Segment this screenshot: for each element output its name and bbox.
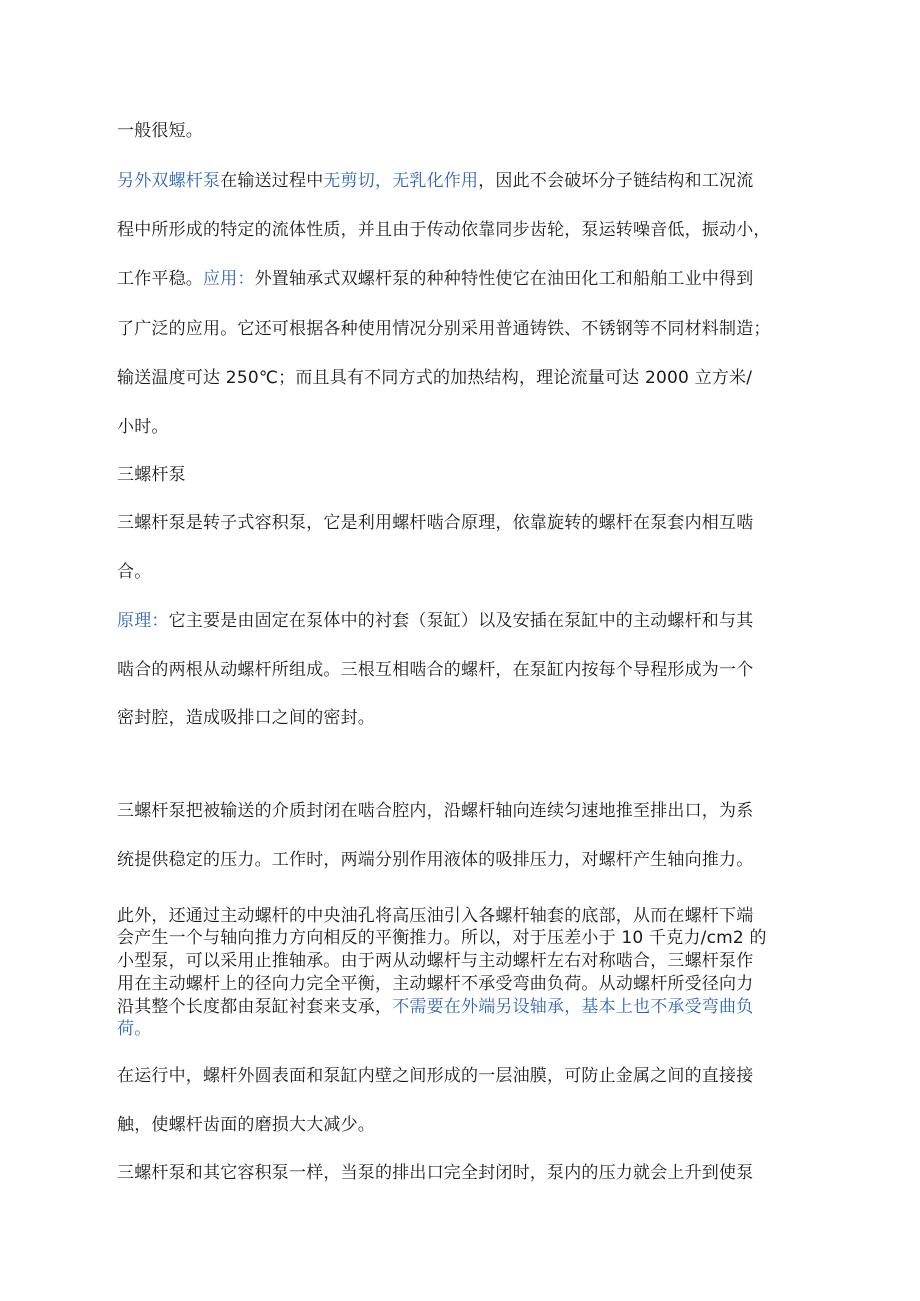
body-text: 它主要是由固定在泵体中的衬套（泵缸）以及安插在泵缸中的主动螺杆和与其: [168, 611, 754, 631]
highlight-text: 原理：: [117, 611, 169, 631]
body-text: 沿其整个长度都由泵缸衬套来支承，: [117, 997, 393, 1017]
text-line: 三螺杆泵和其它容积泵一样，当泵的排出口完全封闭时，泵内的压力就会上升到使泵: [117, 1163, 754, 1183]
highlight-text: 另外双螺杆泵: [117, 171, 221, 191]
body-text: 外置轴承式双螺杆泵的种种特性使它在油田化工和船舶工业中得到: [254, 269, 754, 289]
text-line: 一般很短。: [117, 121, 203, 141]
text-line-mixed: [117, 170, 753, 192]
text-line: 程中所形成的特定的流体性质，并且由于传动依靠同步齿轮，泵运转噪音低，振动小，: [117, 220, 771, 240]
text-line-mixed: [117, 997, 753, 1017]
text-line: 啮合的两根从动螺杆所组成。三根互相啮合的螺杆，在泵缸内按每个导程形成为一个: [117, 660, 754, 680]
text-line: 小时。: [117, 417, 169, 437]
text-line: 统提供稳定的压力。工作时，两端分别作用液体的吸排压力，对螺杆产生轴向推力。: [117, 850, 754, 870]
text-line: 三螺杆泵是转子式容积泵，它是利用螺杆啮合原理，依靠旋转的螺杆在泵套内相互啮: [117, 513, 754, 533]
text-line: 会产生一个与轴向推力方向相反的平衡推力。所以，对于压差小于 10 千克力/cm2 的: [117, 928, 767, 948]
text-line: 此外，还通过主动螺杆的中央油孔将高压油引入各螺杆轴套的底部，从而在螺杆下端: [117, 906, 754, 926]
highlight-text: 应用：: [203, 269, 255, 289]
text-line: 三螺杆泵把被输送的介质封闭在啮合腔内，沿螺杆轴向连续匀速地推至排出口，为系: [117, 801, 754, 821]
highlight-text: 无剪切，无乳化作用: [323, 171, 479, 191]
section-heading: 三螺杆泵: [117, 465, 186, 485]
text-line: 在运行中，螺杆外圆表面和泵缸内壁之间形成的一层油膜，可防止金属之间的直接接: [117, 1066, 754, 1086]
body-text: 在输送过程中: [220, 171, 324, 191]
text-line blue: 荷。: [117, 1019, 152, 1039]
body-text: ，因此不会破坏分子链结构和工况流: [478, 171, 754, 191]
text-line: 触，使螺杆齿面的磨损大大减少。: [117, 1115, 375, 1135]
body-text: 工作平稳。: [117, 269, 203, 289]
text-line: 用在主动螺杆上的径向力完全平衡，主动螺杆不承受弯曲负荷。从动螺杆所受径向力: [117, 974, 754, 994]
text-line: 了广泛的应用。它还可根据各种使用情况分别采用普通铸铁、不锈钢等不同材料制造；: [117, 319, 771, 339]
text-line: 密封腔，造成吸排口之间的密封。: [117, 708, 375, 728]
text-line-mixed: [117, 268, 753, 290]
text-line-mixed: [117, 610, 753, 632]
highlight-text: 不需要在外端另设轴承，基本上也不承受弯曲负: [392, 997, 754, 1017]
text-line: 输送温度可达 250℃；而且具有不同方式的加热结构，理论流量可达 2000 立方米/: [117, 368, 753, 388]
text-line: 合。: [117, 562, 152, 582]
text-line: 小型泵，可以采用止推轴承。由于两从动螺杆与主动螺杆左右对称啮合，三螺杆泵作: [117, 951, 754, 971]
